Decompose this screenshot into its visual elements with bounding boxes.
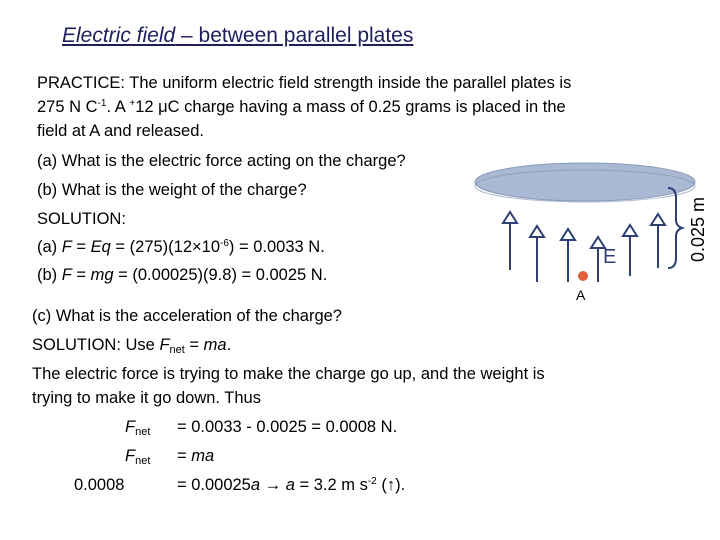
- dimension-brace: [668, 188, 682, 268]
- charge-dot: [578, 271, 588, 281]
- practice-line-3: field at A and released.: [37, 122, 204, 140]
- point-label: A: [576, 287, 586, 303]
- practice-line-2: 275 N $C^{-1}$. A +12 μC charge having a mass of 0.25 grams is placed in the: [37, 98, 566, 116]
- equation-row-2-left: $F_{net}$: [125, 447, 151, 467]
- dimension-label: 0.025 m: [688, 196, 708, 262]
- up-arrow-icon: ↑: [386, 476, 396, 494]
- practice-line-1: PRACTICE: The uniform electric field strength inside the parallel plates is: [37, 74, 572, 92]
- equation-row-2-right: = ma: [177, 447, 215, 465]
- equation-row-1-right: = 0.0033 - 0.0025 = 0.0008 N.: [177, 418, 398, 436]
- field-label: E: [603, 246, 617, 268]
- answer-b: (b) F = mg = (0.00025)(9.8) = 0.0025 N.: [37, 266, 328, 284]
- equation-row-3-left: 0.0008: [74, 476, 125, 494]
- question-a: (a) What is the electric force acting on the charge?: [37, 152, 406, 170]
- question-b: (b) What is the weight of the charge?: [37, 181, 307, 199]
- answer-a: (a) $F = Eq = (275)(12\times 10^{-6}) = 0.0033$ N.: [37, 238, 325, 256]
- solution-c: SOLUTION: Use $F_{net}$ = ma.: [32, 336, 232, 356]
- question-c: (c) What is the acceleration of the charge?: [32, 307, 342, 325]
- equation-row-3-right: = 0.00025a → a = 3.2 m $s^{-2}$ (↑).: [177, 476, 406, 494]
- solution-heading: SOLUTION:: [37, 210, 126, 228]
- explanation-line-2: trying to make it go down. Thus: [32, 389, 261, 407]
- explanation-line-1: The electric force is trying to make the charge go up, and the weight is: [32, 365, 545, 383]
- slide-title: Electric field – between parallel plates: [62, 24, 414, 47]
- top-plate: [475, 163, 695, 201]
- equation-row-1-left: $F_{net}$: [125, 418, 151, 438]
